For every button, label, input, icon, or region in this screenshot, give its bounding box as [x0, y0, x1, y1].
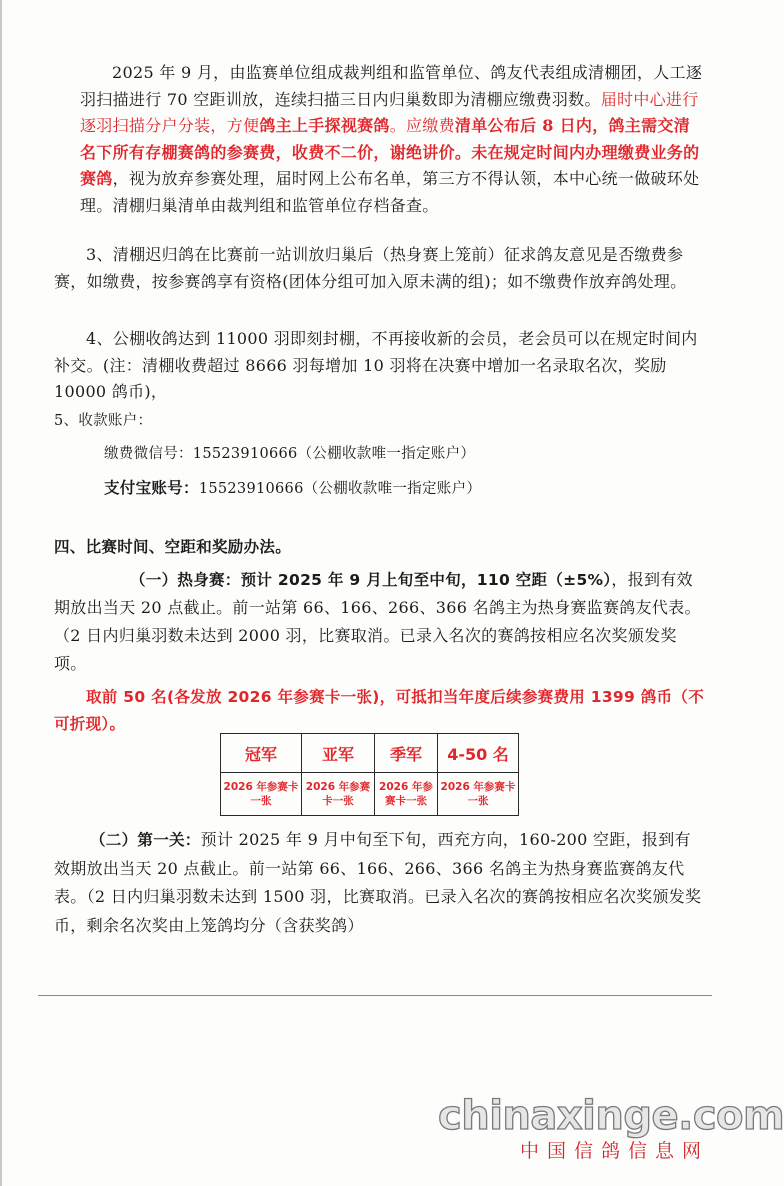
p1-text-d: 。应缴费 — [389, 116, 455, 135]
prize-header-third: 季军 — [375, 734, 438, 773]
warmup-text: ，报到有效期放出当天 20 点截止。前一站第 66、166、266、366 名鸽主为热身赛监赛鸽友代表。（2 日内归巢羽数未达到 2000 羽，比赛取消。已录入名次的赛鸽按相应名次奖颁发奖项。 — [54, 570, 701, 673]
prize-table-row — [221, 773, 519, 816]
page-bottom-rule — [38, 995, 712, 996]
paragraph-5: 5、收款账户： — [54, 413, 153, 429]
watermark-site: chinaxinge.com — [438, 1093, 784, 1139]
warmup-head: （一）热身赛：预计 2025 年 9 月上旬至中旬，110 空距（±5%） — [130, 571, 612, 589]
p1-text-a: 2025 年 9 月，由监赛单位组成裁判组和监管单位、鸽友代表组成清棚团，人工逐羽扫描进行 70 空距训放，连续扫描三日内归巢数即为清棚应缴费羽数。 — [80, 63, 703, 109]
section-4-heading: 四、比赛时间、空距和奖励办法。 — [54, 538, 292, 556]
page-edge — [0, 0, 2, 1186]
paragraph-clear-loft — [80, 60, 706, 219]
watermark-name: 中国信鸽信息网 — [520, 1140, 710, 1162]
prize-table — [220, 733, 519, 816]
p1-text-f: ，视为放弃参赛处理，届时网上公布名单，第三方不得认领，本中心统一做破环处理。清棚归巢清单由裁判组和监管单位存档备查。 — [80, 169, 700, 215]
warmup-paragraph — [54, 566, 704, 678]
p1-text-c: 鸽主上手探视赛鸽 — [259, 116, 390, 135]
stage1-text: 预计 2025 年 9 月中旬至下旬，西充方向，160-200 空距，报到有效期放出当天 20 点截止。前一站第 66、166、266、366 名鸽主为热身赛监赛鸽友代表。（2 日内归巢羽数未达到 1500 羽，比赛取消。已录入名次的赛鸽按相应名次奖颁发奖币，剩余名次奖由上笼鸽均分（含获奖鸽） — [54, 830, 702, 935]
prize-header-4-50: 4-50 名 — [438, 734, 519, 773]
wechat-account: 缴费微信号：15523910666（公棚收款唯一指定账户） — [104, 446, 476, 462]
prize-table-header — [221, 734, 519, 773]
prize-cell-third: 2026 年参赛卡一张 — [375, 773, 438, 816]
paragraph-3: 3、清棚迟归鸽在比赛前一站训放归巢后（热身赛上笼前）征求鸽友意见是否缴费参赛，如缴费，按参赛鸽享有资格(团体分组可加入原未满的组)；如不缴费作放弃鸽处理。 — [54, 245, 687, 291]
prize-header-runner-up: 亚军 — [302, 734, 375, 773]
alipay-account — [104, 475, 704, 503]
prize-cell-runner-up: 2026 年参赛卡一张 — [302, 773, 375, 816]
alipay-label: 支付宝账号： — [104, 479, 199, 497]
stage1-paragraph — [54, 826, 704, 940]
prize-cell-4-50: 2026 年参赛卡一张 — [438, 773, 519, 816]
stage1-head: （二）第一关： — [90, 831, 201, 849]
prize-header-champion: 冠军 — [221, 734, 302, 773]
reward-text: 取前 50 名(各发放 2026 年参赛卡一张)，可抵扣当年度后续参赛费用 1399 鸽币（不可折现）。 — [54, 688, 704, 733]
p1-text-e: 清单公布后 8 日内，鸽主需交清名下所有存棚赛鸽的参赛费，收费不二价，谢绝讲价。未在规定时间内办理缴费业务的赛鸽 — [80, 116, 700, 188]
reward-paragraph — [54, 684, 704, 738]
alipay-value: 15523910666（公棚收款唯一指定账户） — [198, 481, 482, 497]
prize-cell-champion: 2026 年参赛卡一张 — [221, 773, 302, 816]
p1-text-b: 届时中心进行逐羽扫描分户分装，方便 — [80, 89, 699, 135]
paragraph-4: 4、公棚收鸽达到 11000 羽即刻封棚，不再接收新的会员，老会员可以在规定时间内补交。(注：清棚收费超过 8666 羽每增加 10 羽将在决赛中增加一名录取名次，奖励 10000 鸽币)， — [54, 329, 698, 401]
